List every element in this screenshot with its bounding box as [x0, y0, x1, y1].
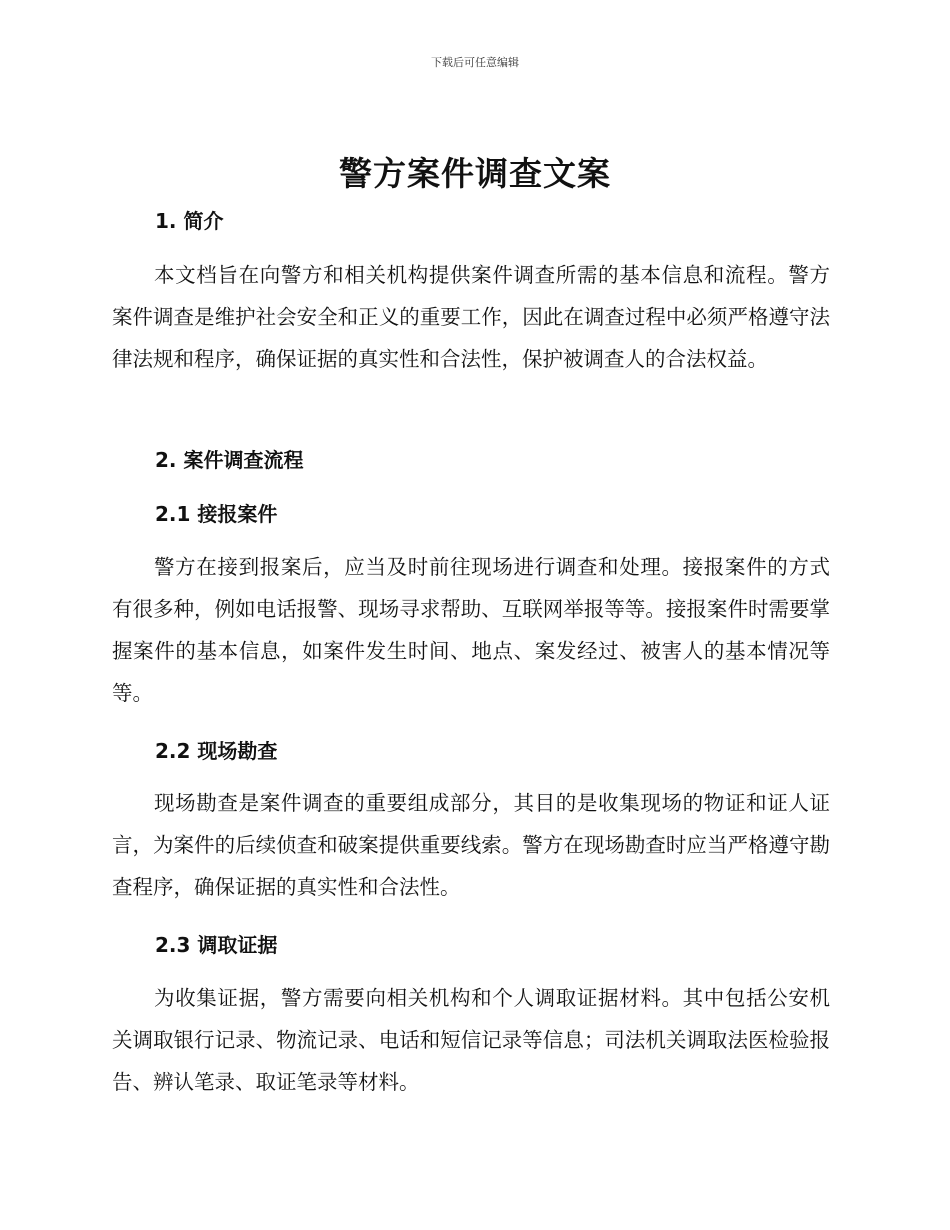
document-title: 警方案件调查文案: [339, 154, 611, 193]
header-note: 下载后可任意编辑: [431, 56, 519, 69]
section-body-evidence: 为收集证据，警方需要向相关机构和个人调取证据材料。其中包括公安机关调取银行记录、物流记录、电话和短信记录等信息；司法机关调取法医检验报告、辨认笔录、取证笔录等材料。: [112, 986, 830, 1094]
section-heading-intro: 1. 简介: [155, 209, 224, 233]
section-body-receive-report: 警方在接到报案后，应当及时前往现场进行调查和处理。接报案件的方式有很多种，例如电话报警、现场寻求帮助、互联网举报等等。接报案件时需要掌握案件的基本信息，如案件发生时间、地点、案发经过、被害人的基本情况等等。: [112, 555, 830, 705]
section-body-scene-survey: 现场勘查是案件调查的重要组成部分，其目的是收集现场的物证和证人证言，为案件的后续侦查和破案提供重要线索。警方在现场勘查时应当严格遵守勘查程序，确保证据的真实性和合法性。: [112, 791, 830, 899]
section-body-intro: 本文档旨在向警方和相关机构提供案件调查所需的基本信息和流程。警方案件调查是维护社会安全和正义的重要工作，因此在调查过程中必须严格遵守法律法规和程序，确保证据的真实性和合法性，保护被调查人的合法权益。: [112, 263, 830, 371]
section-heading-process: 2. 案件调查流程: [155, 448, 304, 472]
section-heading-evidence: 2.3 调取证据: [155, 933, 278, 957]
section-heading-receive-report: 2.1 接报案件: [155, 502, 278, 526]
section-heading-scene-survey: 2.2 现场勘查: [155, 739, 278, 763]
